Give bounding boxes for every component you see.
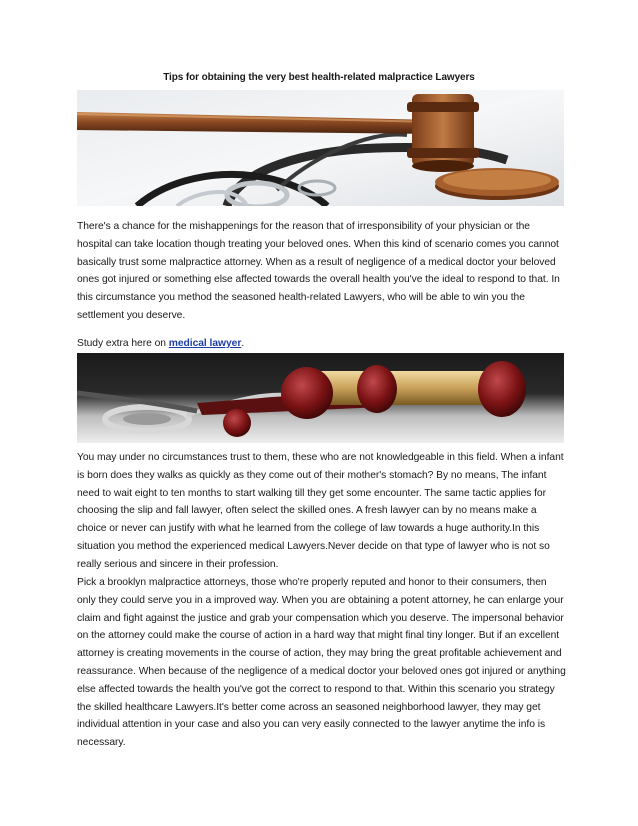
paragraph-choose-attorney: Pick a brooklyn malpractice attorneys, those who're properly reputed and honor to their consumers, then only they could serve you in a improved way. When you are obtaining a potent attorney, he can enlarge your claim and fight against the justice and grab your compensation which you deserve. The impersonal behavior on the attorney could make the course of action in a hard way that might final tiny longer. But if an excellent attorney is creating movements in the course of action, they may bring the great profitable achievement and reassurance. When because of the negligence of a medical doctor your beloved ones got injured or anything else affected towards the health you've got the correct to respond to that. Within this scenario you strategy the skilled healthcare Lawyers.It's better come across an seasoned neighborhood lawyer, they may get individual attention in your case and also you can very easily connected to the lawyer anytime the info is necessary. [77, 577, 566, 749]
medical-lawyer-link[interactable]: medical lawyer [168, 338, 242, 349]
gavel-stethoscope-photo [77, 90, 564, 206]
study-suffix-text: . [241, 338, 245, 349]
paragraph-intro: There's a chance for the mishappenings for the reason that of irresponsibility of your physician or the hospital can take location though treating your beloved ones. When this kind of scenario comes you cannot basically trust some malpractice attorney. When as a result of negligence of a medical doctor your beloved ones got injured or something else affected towards the overall health you've the ideal to respond to that. In this circumstance you method the seasoned health-related Lawyers, who will be able to win you the settlement you deserve. [77, 221, 560, 321]
paragraph-experience: You may under no circumstances trust to them, these who are not knowledgeable in this field. When a infant is born does they walks as quickly as they come out of their mother's stomach? By no means, The infant need to wait eight to ten months to start walking till they get some encounter. The same tactic applies for choosing the slip and fall lawyer, often select the skilled ones. A fresh lawyer can by no means make a choice or never can justify with what he learned from the college of law towards a huge authority.In this situation you method the experienced medical Lawyers.Never decide on that type of lawyer who is not so really serious and sincere in their profession. [77, 452, 564, 570]
gavel-stethoscope-dark-photo [77, 353, 564, 443]
document-title: Tips for obtaining the very best health-related malpractice Lawyers [163, 72, 475, 83]
study-more-line [77, 335, 567, 353]
study-prefix-text: Study extra here on [77, 338, 169, 349]
